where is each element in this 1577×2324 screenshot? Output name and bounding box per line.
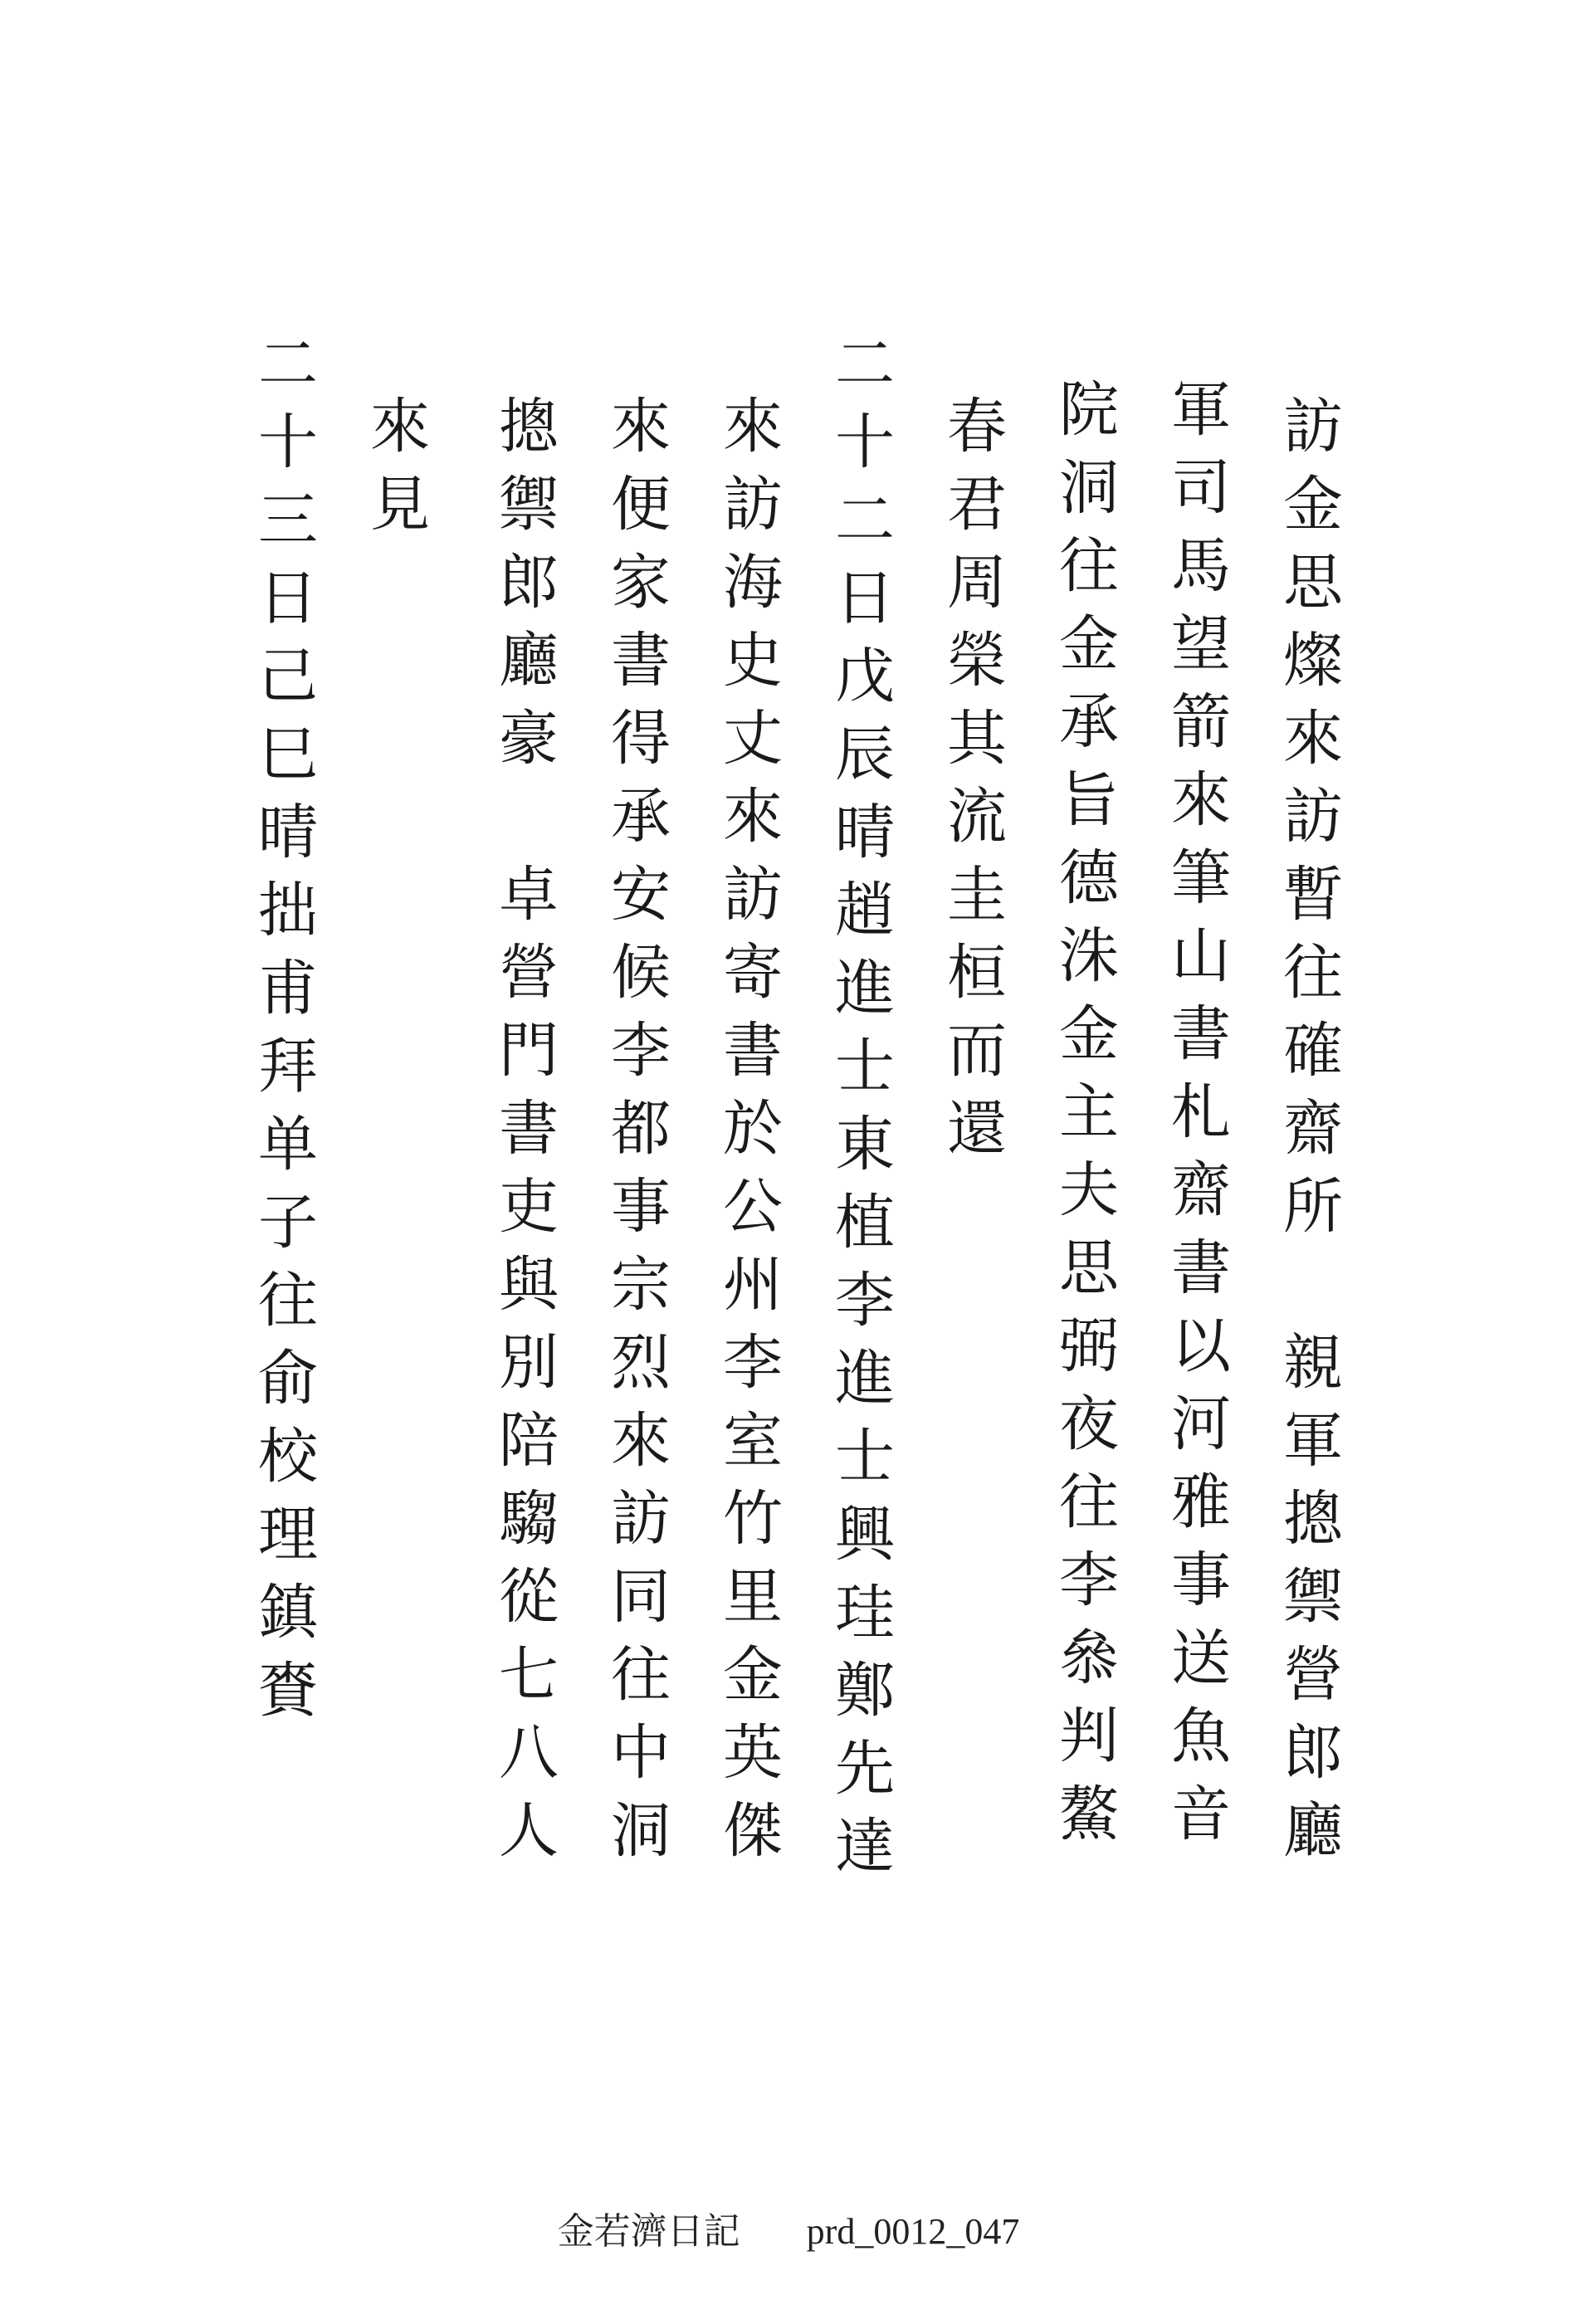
footer-code: prd_0012_047 bbox=[806, 2211, 1020, 2252]
footer-title: 金若濟日記 bbox=[557, 2211, 740, 2252]
text-column-9: 來見 bbox=[360, 394, 430, 550]
text-column-8: 摠禦郎廳豪 卓營門書吏與別陪騶從七八人 bbox=[489, 394, 559, 1877]
text-column-5: 二十二日戊辰晴趙進士東植李進士興珪鄭先達 bbox=[825, 332, 895, 1892]
page-footer bbox=[0, 2201, 1577, 2254]
text-column-7: 來便家書得承安候李都事宗烈來訪同往中洞 bbox=[601, 394, 671, 1877]
text-column-1: 訪金思燦來訪暫往確齋所 親軍摠禦營郎廳 bbox=[1273, 394, 1343, 1877]
text-column-10: 二十三日己巳晴拙甫拜单子往俞校理鎮賚 bbox=[248, 332, 318, 1736]
text-column-4: 春君周榮其流圭桓而還 bbox=[937, 394, 1007, 1174]
text-column-3: 院洞往金承旨德洙金主夫思弼夜往李叅判鰲 bbox=[1049, 378, 1119, 1860]
text-column-6: 來訪海史丈來訪寄書於公州李室竹里金英傑 bbox=[713, 394, 783, 1877]
text-column-2: 軍司馬望箭來筆山書札齋書以河雅事送魚音 bbox=[1161, 378, 1231, 1860]
